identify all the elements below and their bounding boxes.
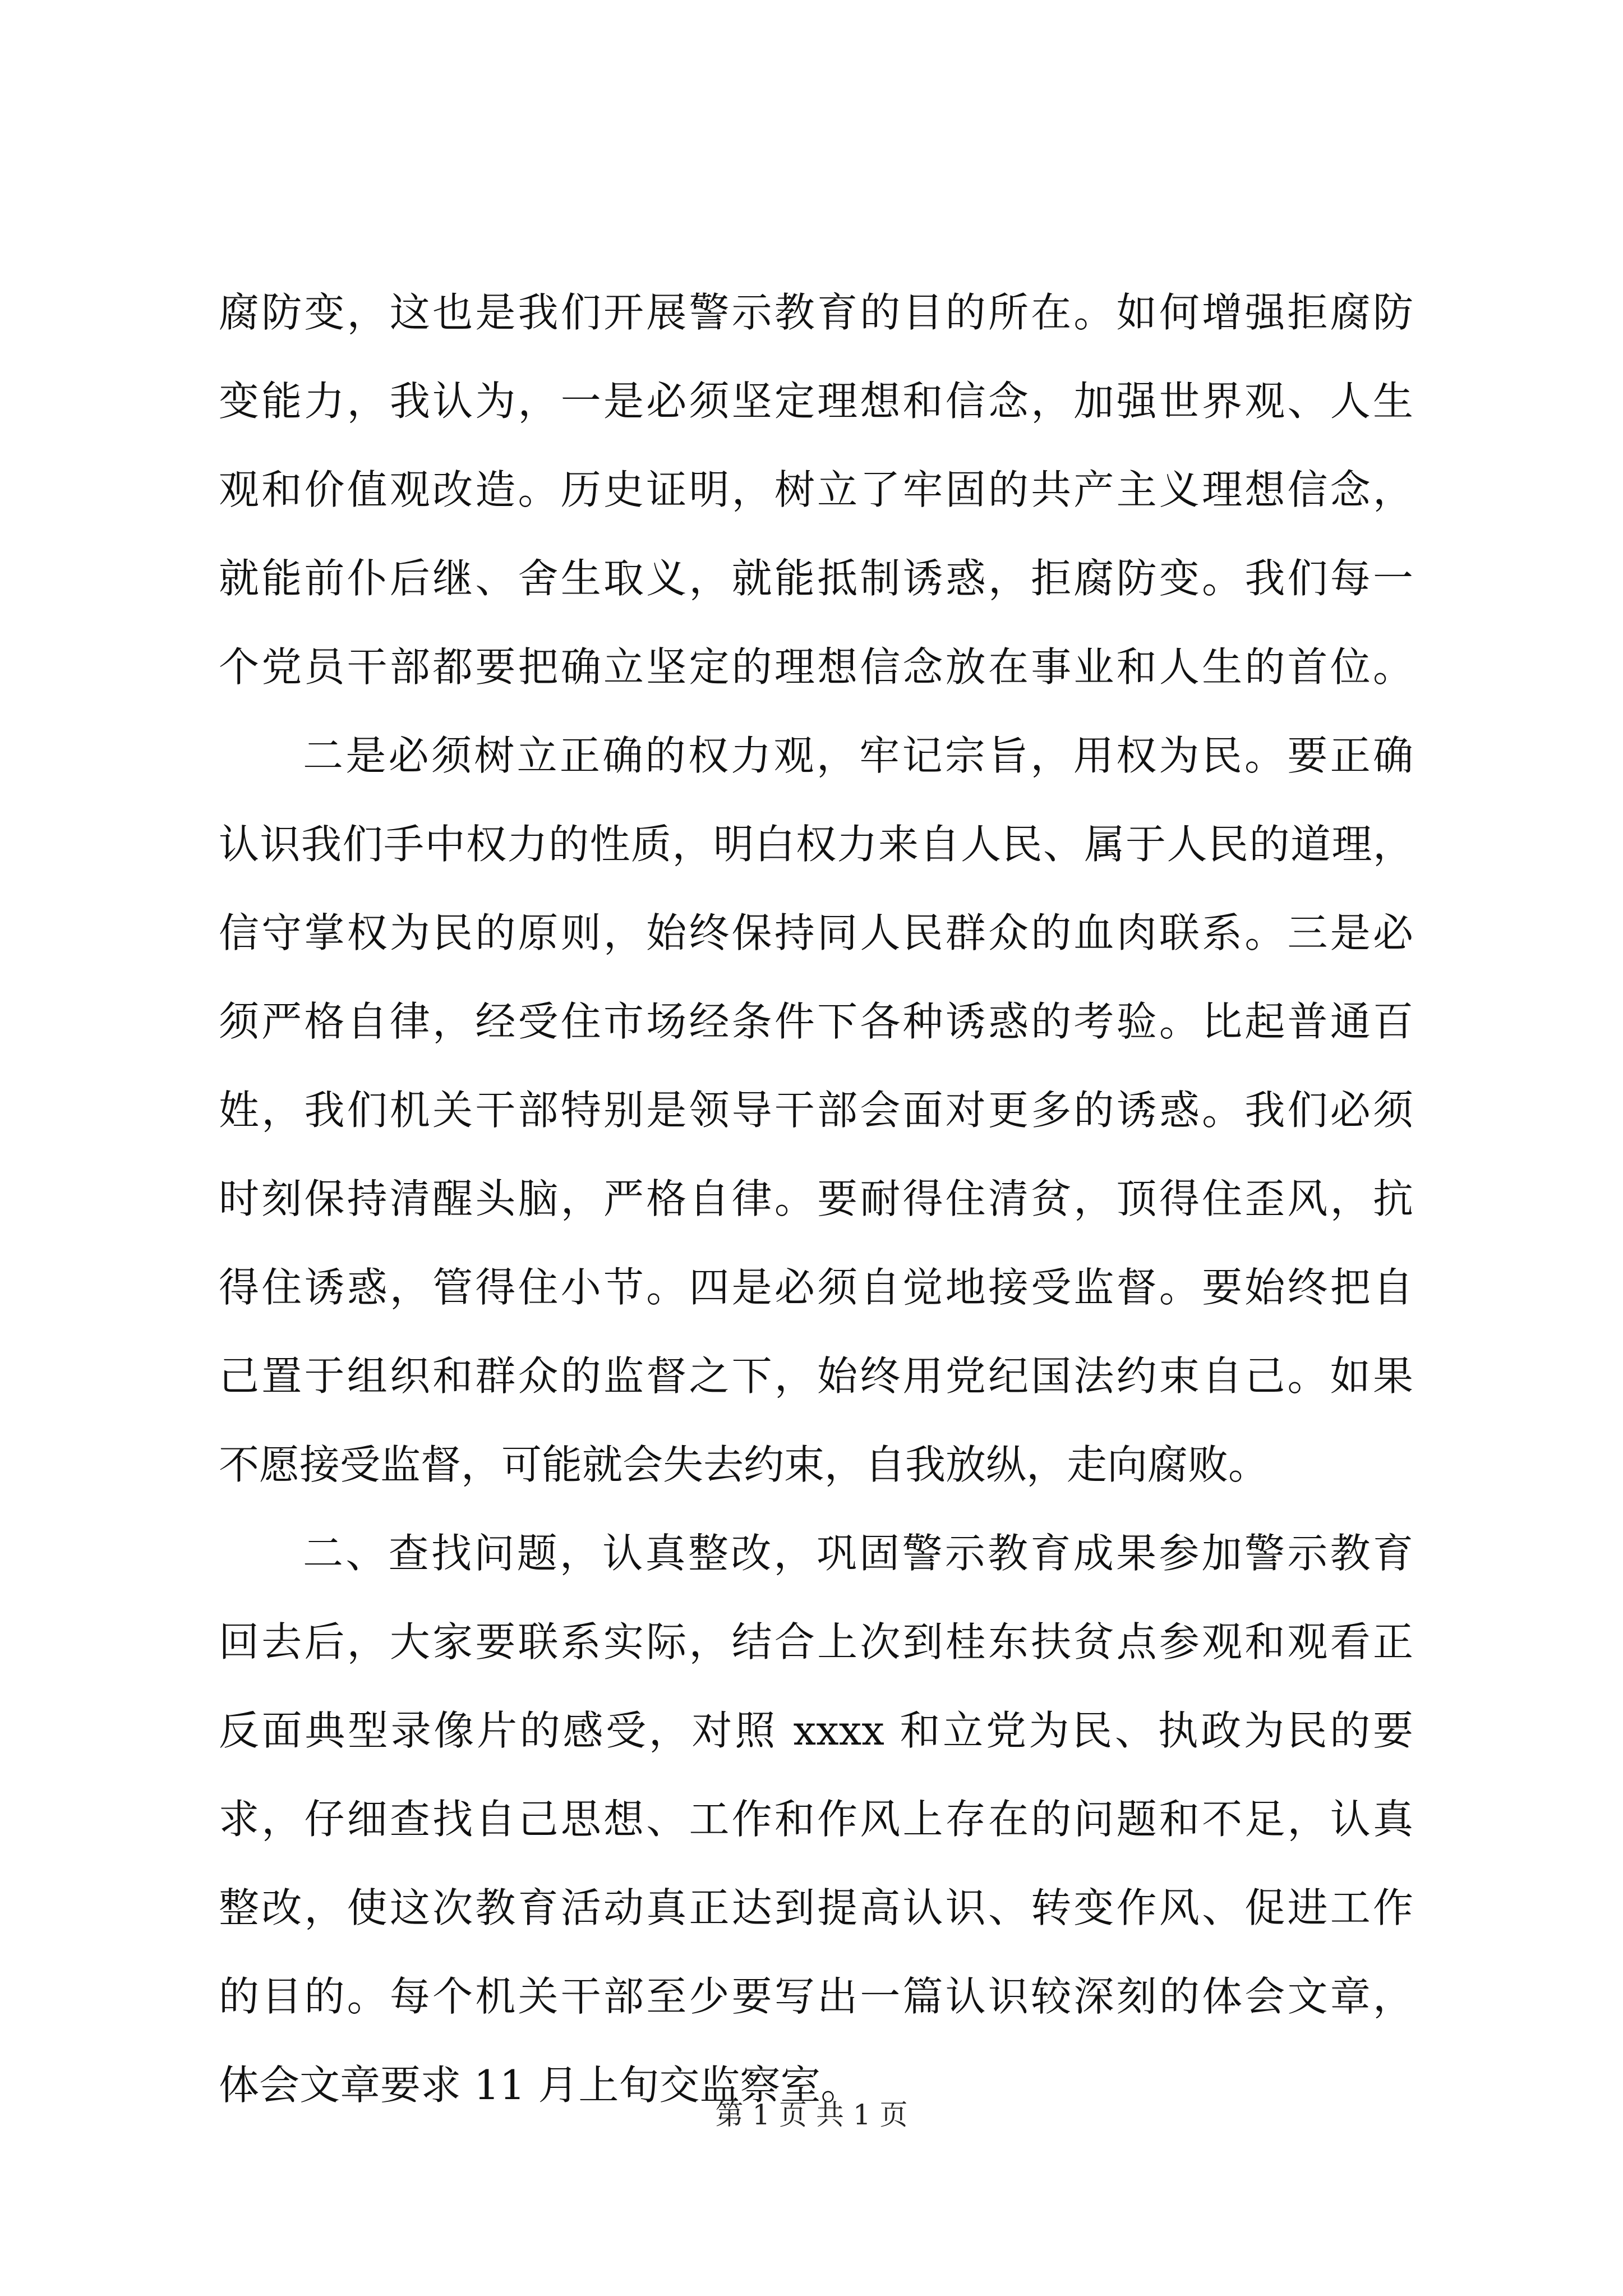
text-line: 求，仔细查找自己思想、工作和作风上存在的问题和不足，认真: [219, 1796, 1413, 1843]
text-line: 姓，我们机关干部特别是领导干部会面对更多的诱惑。我们必须: [219, 1087, 1413, 1134]
text-line: 得住诱惑，管得住小节。四是必须自觉地接受监督。要始终把自: [219, 1264, 1413, 1311]
text-line-paragraph-start: 二是必须树立正确的权力观，牢记宗旨，用权为民。要正确: [303, 732, 1413, 779]
text-line: 认识我们手中权力的性质，明白权力来自人民、属于人民的道理，: [219, 821, 1413, 868]
text-line: 腐防变，这也是我们开展警示教育的目的所在。如何增强拒腐防: [219, 289, 1413, 336]
text-line: 个党员干部都要把确立坚定的理想信念放在事业和人生的首位。: [219, 643, 1413, 691]
page-footer: 第 1 页 共 1 页: [715, 2099, 908, 2131]
text-line: 时刻保持清醒头脑，严格自律。要耐得住清贫，顶得住歪风，抗: [219, 1175, 1413, 1222]
section-heading-line: 二、查找问题，认真整改，巩固警示教育成果参加警示教育: [303, 1530, 1413, 1577]
text-line: 回去后，大家要联系实际，结合上次到桂东扶贫点参观和观看正: [219, 1618, 1413, 1665]
text-line: 变能力，我认为，一是必须坚定理想和信念，加强世界观、人生: [219, 378, 1413, 425]
text-line: 信守掌权为民的原则，始终保持同人民群众的血肉联系。三是必: [219, 909, 1413, 956]
text-line: 观和价值观改造。历史证明，树立了牢固的共产主义理想信念，: [219, 466, 1413, 513]
text-line: 己置于组织和群众的监督之下，始终用党纪国法约束自己。如果: [219, 1352, 1413, 1400]
text-line-paragraph-end: 不愿接受监督，可能就会失去约束，自我放纵，走向腐败。: [219, 1441, 1269, 1488]
text-line: 反面典型录像片的感受，对照 xxxx 和立党为民、执政为民的要: [219, 1707, 1413, 1754]
text-line: 须严格自律，经受住市场经条件下各种诱惑的考验。比起普通百: [219, 998, 1413, 1045]
document-body: [219, 268, 1413, 2129]
text-line: 就能前仆后继、舍生取义，就能抵制诱惑，拒腐防变。我们每一: [219, 555, 1413, 602]
text-line: 整改，使这次教育活动真正达到提高认识、转变作风、促进工作: [219, 1884, 1413, 1931]
text-line: 的目的。每个机关干部至少要写出一篇认识较深刻的体会文章，: [219, 1973, 1413, 2020]
text-line-paragraph-end: 体会文章要求 11 月上旬交监察室。: [219, 2062, 861, 2109]
